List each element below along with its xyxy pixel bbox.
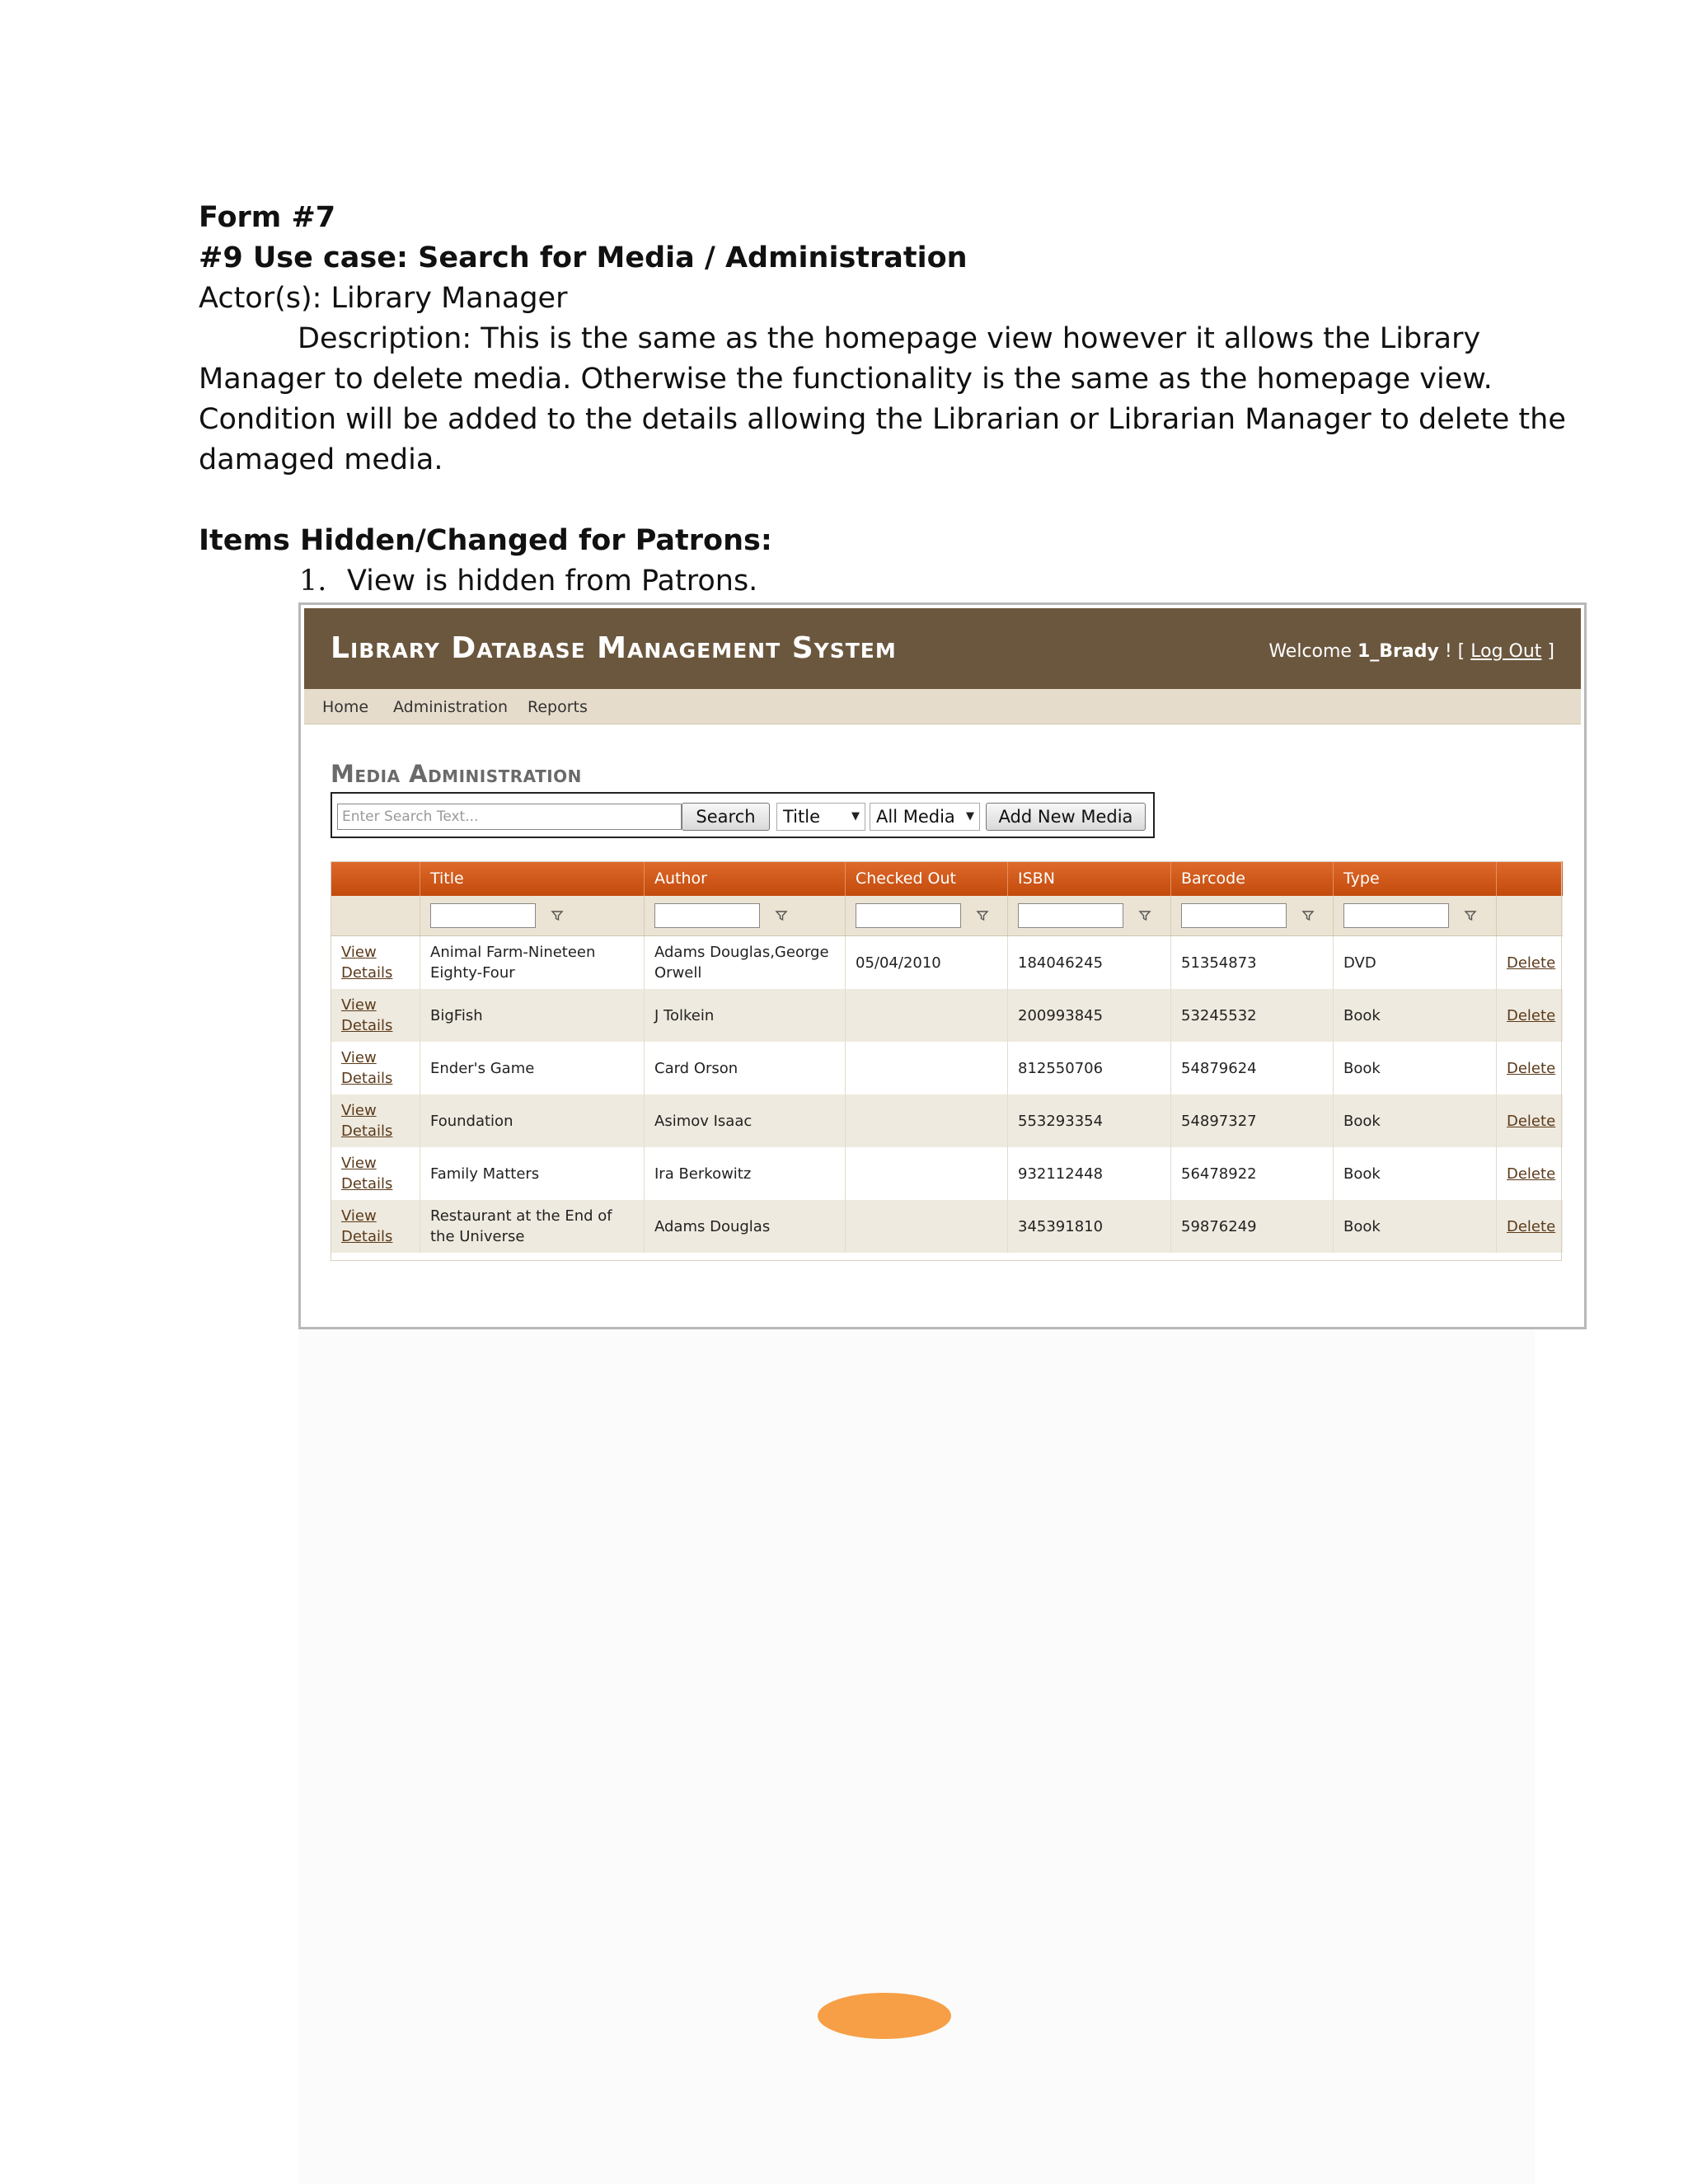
barcode-cell: 54879624 xyxy=(1171,1042,1334,1094)
isbn-cell: 932112448 xyxy=(1008,1147,1171,1200)
checked-out-filter-input[interactable] xyxy=(856,903,961,928)
page-number-badge xyxy=(818,1993,951,2039)
view-details-link[interactable] xyxy=(341,1049,392,1087)
filter-icon[interactable] xyxy=(775,909,788,922)
grid-body xyxy=(331,936,1563,1254)
hidden-items-heading: Items Hidden/Changed for Patrons: xyxy=(199,524,772,557)
author-cell: Ira Berkowitz xyxy=(645,1147,846,1200)
delete-link[interactable]: Delete xyxy=(1507,954,1556,972)
author-filter-input[interactable] xyxy=(654,903,760,928)
nav-administration[interactable]: Administration xyxy=(393,698,509,716)
table-row xyxy=(331,936,1563,990)
grid-header-row xyxy=(331,861,1563,896)
delete-link[interactable]: Delete xyxy=(1507,1112,1556,1130)
delete-cell xyxy=(1497,1200,1563,1253)
barcode-filter-input[interactable] xyxy=(1181,903,1287,928)
details-link-text[interactable]: Details xyxy=(341,1070,393,1087)
checked-out-cell xyxy=(846,989,1008,1042)
view-details-cell xyxy=(331,936,420,990)
checked-out-cell xyxy=(846,1042,1008,1094)
delete-cell xyxy=(1497,989,1563,1042)
view-link-text[interactable]: View xyxy=(341,1155,377,1172)
type-cell: Book xyxy=(1334,989,1497,1042)
isbn-cell: 812550706 xyxy=(1008,1042,1171,1094)
chevron-down-icon: ▼ xyxy=(966,810,974,823)
details-link-text[interactable]: Details xyxy=(341,964,393,982)
view-link-text[interactable]: View xyxy=(341,1102,377,1119)
delete-cell xyxy=(1497,1094,1563,1147)
description-line: damaged media. xyxy=(199,443,443,476)
table-row xyxy=(331,1147,1563,1200)
use-case-heading: #9 Use case: Search for Media / Administration xyxy=(199,241,968,274)
isbn-cell: 553293354 xyxy=(1008,1094,1171,1147)
nav-reports[interactable]: Reports xyxy=(528,698,588,716)
author-cell: J Tolkein xyxy=(645,989,846,1042)
document-body xyxy=(199,198,1600,602)
isbn-filter-input[interactable] xyxy=(1018,903,1123,928)
filter-icon[interactable] xyxy=(1301,909,1315,922)
type-cell: Book xyxy=(1334,1094,1497,1147)
nav-home[interactable]: Home xyxy=(322,698,369,716)
title-cell: Animal Farm-Nineteen Eighty-Four xyxy=(420,936,645,990)
details-link-text[interactable]: Details xyxy=(341,1017,393,1034)
delete-link[interactable]: Delete xyxy=(1507,1059,1556,1077)
type-cell: Book xyxy=(1334,1200,1497,1253)
page-shade xyxy=(298,1329,1535,2184)
delete-link[interactable]: Delete xyxy=(1507,1165,1556,1183)
view-details-link[interactable] xyxy=(341,944,392,982)
list-number: 1. xyxy=(299,565,327,598)
barcode-cell: 54897327 xyxy=(1171,1094,1334,1147)
checked-out-cell: 05/04/2010 xyxy=(846,936,1008,990)
form-label: Form #7 xyxy=(199,201,336,234)
column-header-title[interactable]: Title xyxy=(420,861,645,896)
table-row xyxy=(331,1094,1563,1147)
column-header-checked-out[interactable]: Checked Out xyxy=(846,861,1008,896)
actors-line: Actor(s): Library Manager xyxy=(199,282,568,315)
view-details-link[interactable] xyxy=(341,1155,392,1193)
table-row xyxy=(331,1042,1563,1094)
search-input[interactable] xyxy=(337,804,682,830)
filter-icon[interactable] xyxy=(1464,909,1477,922)
view-details-cell xyxy=(331,1042,420,1094)
title-cell: BigFish xyxy=(420,989,645,1042)
view-details-cell xyxy=(331,1094,420,1147)
type-filter-input[interactable] xyxy=(1343,903,1449,928)
view-details-link[interactable] xyxy=(341,1207,392,1245)
barcode-cell: 53245532 xyxy=(1171,989,1334,1042)
isbn-cell: 200993845 xyxy=(1008,989,1171,1042)
media-select-value: All Media xyxy=(876,807,955,827)
checked-out-cell xyxy=(846,1147,1008,1200)
filter-icon[interactable] xyxy=(1138,909,1151,922)
author-cell: Adams Douglas xyxy=(645,1200,846,1253)
title-cell: Ender's Game xyxy=(420,1042,645,1094)
title-filter-input[interactable] xyxy=(430,903,536,928)
delete-cell xyxy=(1497,1147,1563,1200)
author-cell: Card Orson xyxy=(645,1042,846,1094)
view-details-cell xyxy=(331,1147,420,1200)
delete-cell xyxy=(1497,1042,1563,1094)
checked-out-cell xyxy=(846,1200,1008,1253)
search-button[interactable]: Search xyxy=(682,803,770,831)
media-grid xyxy=(331,861,1563,1253)
chevron-down-icon: ▼ xyxy=(851,810,860,823)
view-link-text[interactable]: View xyxy=(341,944,377,961)
description-line: Description: This is the same as the homepage view however it allows the Library xyxy=(298,322,1481,355)
view-details-link[interactable] xyxy=(341,1102,392,1140)
welcome-text xyxy=(1268,641,1554,662)
add-new-media-button[interactable]: Add New Media xyxy=(986,803,1146,831)
barcode-cell: 59876249 xyxy=(1171,1200,1334,1253)
description-line: Manager to delete media. Otherwise the functionality is the same as the homepage view. xyxy=(199,363,1493,396)
author-cell: Asimov Isaac xyxy=(645,1094,846,1147)
welcome-suffix: ] xyxy=(1541,641,1554,662)
hidden-list-item xyxy=(199,561,1600,602)
delete-link[interactable]: Delete xyxy=(1507,1217,1556,1235)
view-link-text[interactable]: View xyxy=(341,996,377,1014)
app-title: Library Database Management System xyxy=(331,631,897,665)
delete-link[interactable]: Delete xyxy=(1507,1006,1556,1024)
filter-icon[interactable] xyxy=(976,909,989,922)
barcode-cell: 51354873 xyxy=(1171,936,1334,990)
list-text: View is hidden from Patrons. xyxy=(347,565,758,598)
barcode-cell: 56478922 xyxy=(1171,1147,1334,1200)
table-row xyxy=(331,989,1563,1042)
checked-out-cell xyxy=(846,1094,1008,1147)
welcome-prefix: Welcome xyxy=(1268,641,1357,662)
delete-cell xyxy=(1497,936,1563,990)
title-cell: Foundation xyxy=(420,1094,645,1147)
details-link-text[interactable]: Details xyxy=(341,1122,393,1140)
view-details-cell xyxy=(331,989,420,1042)
title-cell: Restaurant at the End of the Universe xyxy=(420,1200,645,1253)
column-header xyxy=(331,861,420,896)
username: 1_Brady xyxy=(1357,641,1439,662)
filter-icon[interactable] xyxy=(551,909,564,922)
isbn-cell: 184046245 xyxy=(1008,936,1171,990)
logout-link[interactable]: Log Out xyxy=(1470,641,1542,662)
details-link-text[interactable]: Details xyxy=(341,1228,393,1245)
view-link-text[interactable]: View xyxy=(341,1207,377,1225)
table-row xyxy=(331,1200,1563,1253)
section-title: Media Administration xyxy=(331,760,582,788)
field-select-value: Title xyxy=(783,807,821,827)
app-header xyxy=(304,608,1581,689)
column-header-author[interactable]: Author xyxy=(645,861,846,896)
isbn-cell: 345391810 xyxy=(1008,1200,1171,1253)
filter-row xyxy=(331,896,1563,936)
view-details-cell xyxy=(331,1200,420,1253)
details-link-text[interactable]: Details xyxy=(341,1175,393,1193)
view-details-link[interactable] xyxy=(341,996,392,1034)
description-line: Condition will be added to the details allowing the Librarian or Librarian Manager to delete the xyxy=(199,403,1566,436)
type-cell: Book xyxy=(1334,1042,1497,1094)
search-toolbar xyxy=(331,792,1155,838)
welcome-mid: ! [ xyxy=(1438,641,1471,662)
view-link-text[interactable]: View xyxy=(341,1049,377,1066)
app-screenshot xyxy=(298,602,1587,1329)
type-cell: DVD xyxy=(1334,936,1497,990)
type-cell: Book xyxy=(1334,1147,1497,1200)
title-cell: Family Matters xyxy=(420,1147,645,1200)
column-header-type[interactable]: Type xyxy=(1334,861,1497,896)
field-select[interactable] xyxy=(776,803,865,831)
top-nav xyxy=(304,689,1581,724)
media-type-select[interactable] xyxy=(870,803,980,831)
author-cell: Adams Douglas,George Orwell xyxy=(645,936,846,990)
column-header xyxy=(1497,861,1563,896)
column-header-isbn[interactable]: ISBN xyxy=(1008,861,1171,896)
column-header-barcode[interactable]: Barcode xyxy=(1171,861,1334,896)
